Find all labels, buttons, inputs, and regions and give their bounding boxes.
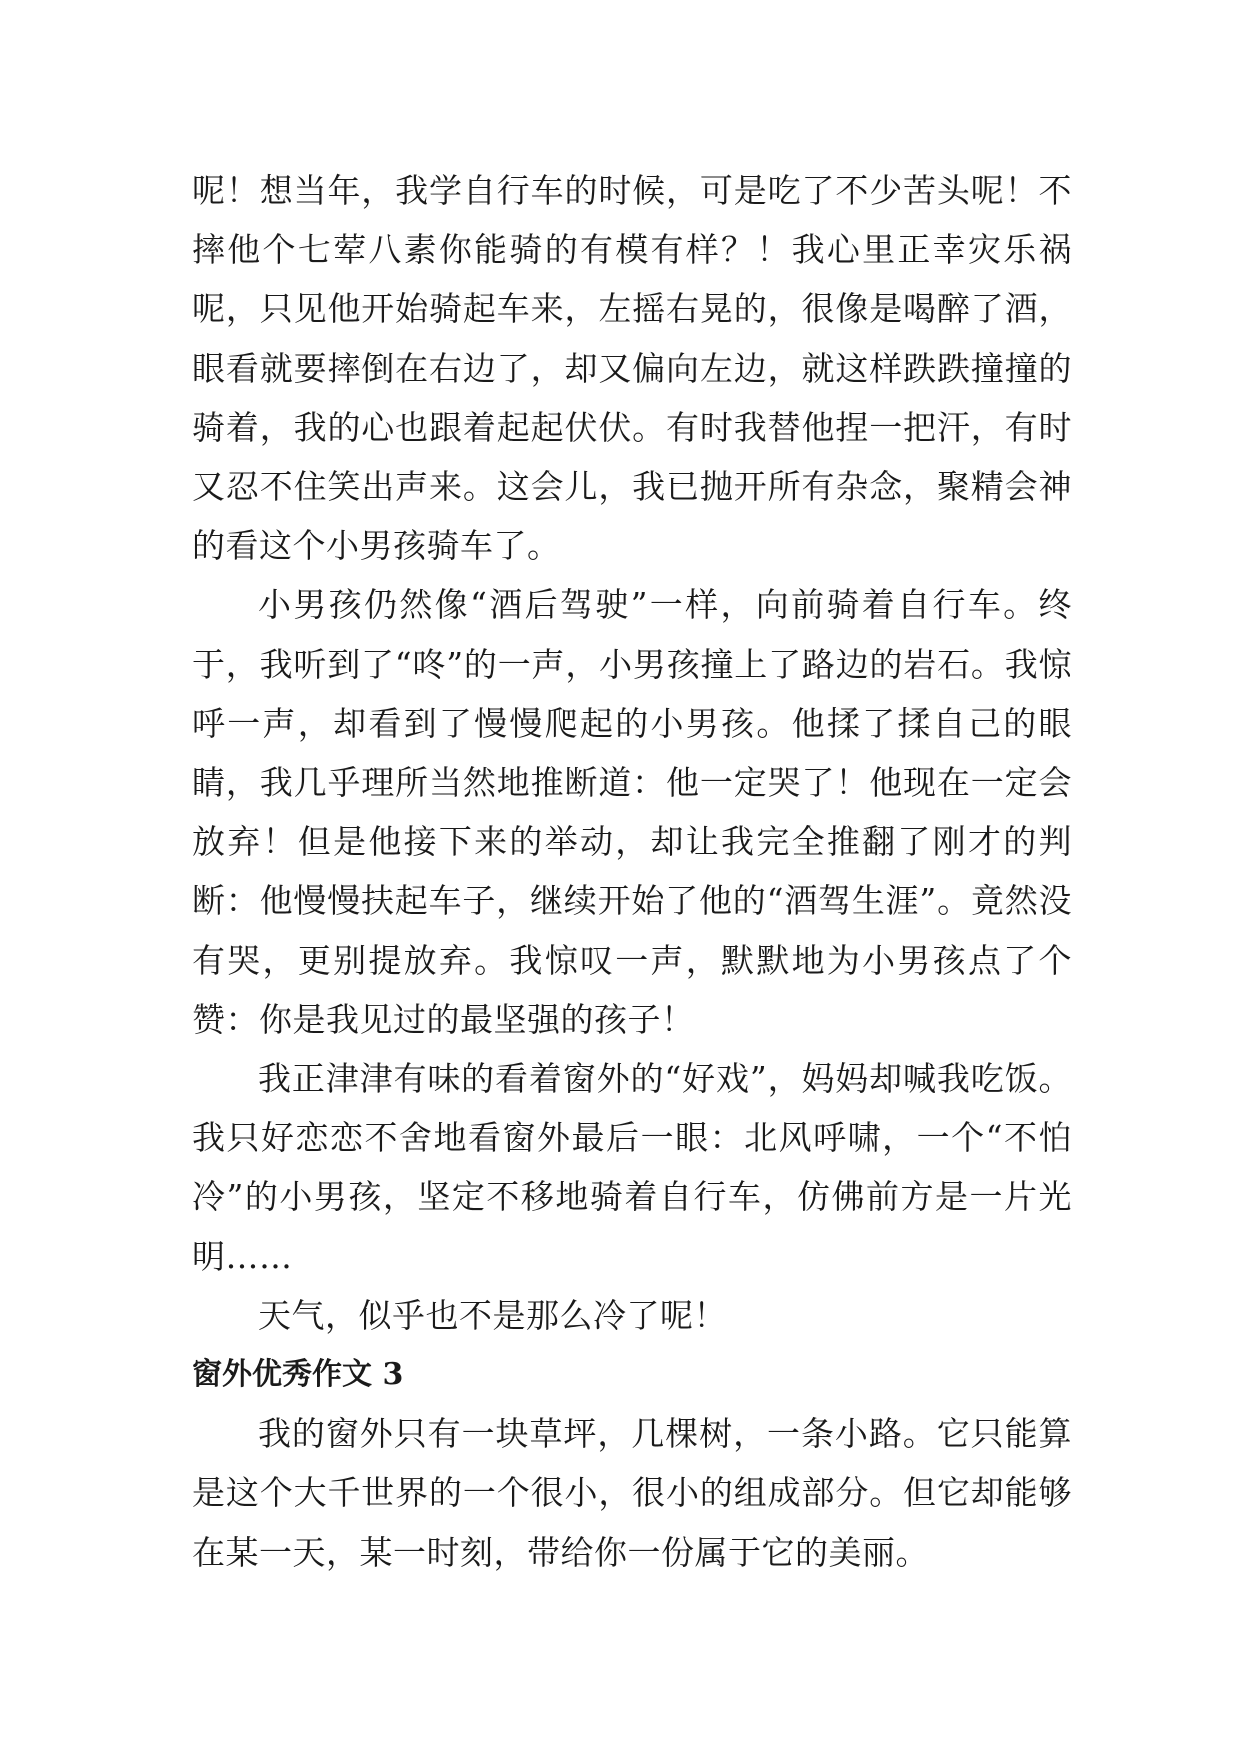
section-title: 窗外优秀作文 3: [192, 1357, 404, 1393]
paragraph-boy-crash: 小男孩仍然像“酒后驾驶”一样，向前骑着自行车。终于，我听到了“咚”的一声，小男孩撞上了路边的岩石。我惊呼一声，却看到了慢慢爬起的小男孩。他揉了揉自己的眼睛，我几乎理所当然地推断道：他一定哭了！他现在一定会放弃！但是他接下来的举动，却让我完全推翻了刚才的判断：他慢慢扶起车子，继续开始了他的“酒驾生涯”。竟然没有哭，更别提放弃。我惊叹一声，默默地为小男孩点了个赞：你是我见过的最坚强的孩子！: [192, 585, 1072, 1039]
paragraph-window-view: 我的窗外只有一块草坪，几棵树，一条小路。它只能算是这个大千世界的一个很小，很小的组成部分。但它却能够在某一天，某一时刻，带给你一份属于它的美丽。: [192, 1414, 1072, 1572]
paragraph-continuation: 呢！想当年，我学自行车的时候，可是吃了不少苦头呢！不摔他个七荤八素你能骑的有模有样？！我心里正幸灾乐祸呢，只见他开始骑起车来，左摇右晃的，很像是喝醉了酒，眼看就要摔倒在右边了，却又偏向左边，就这样跌跌撞撞的骑着，我的心也跟着起起伏伏。有时我替他捏一把汗，有时又忍不住笑出声来。这会儿，我已抛开所有杂念，聚精会神的看这个小男孩骑车了。: [192, 171, 1072, 566]
paragraph-dinner-call: 我正津津有味的看着窗外的“好戏”，妈妈却喊我吃饭。我只好恋恋不舍地看窗外最后一眼：北风呼啸，一个“不怕冷”的小男孩，坚定不移地骑着自行车，仿佛前方是一片光明……: [192, 1059, 1072, 1276]
document-body: [192, 161, 1072, 1582]
paragraph-weather: 天气，似乎也不是那么冷了呢！: [258, 1295, 727, 1335]
